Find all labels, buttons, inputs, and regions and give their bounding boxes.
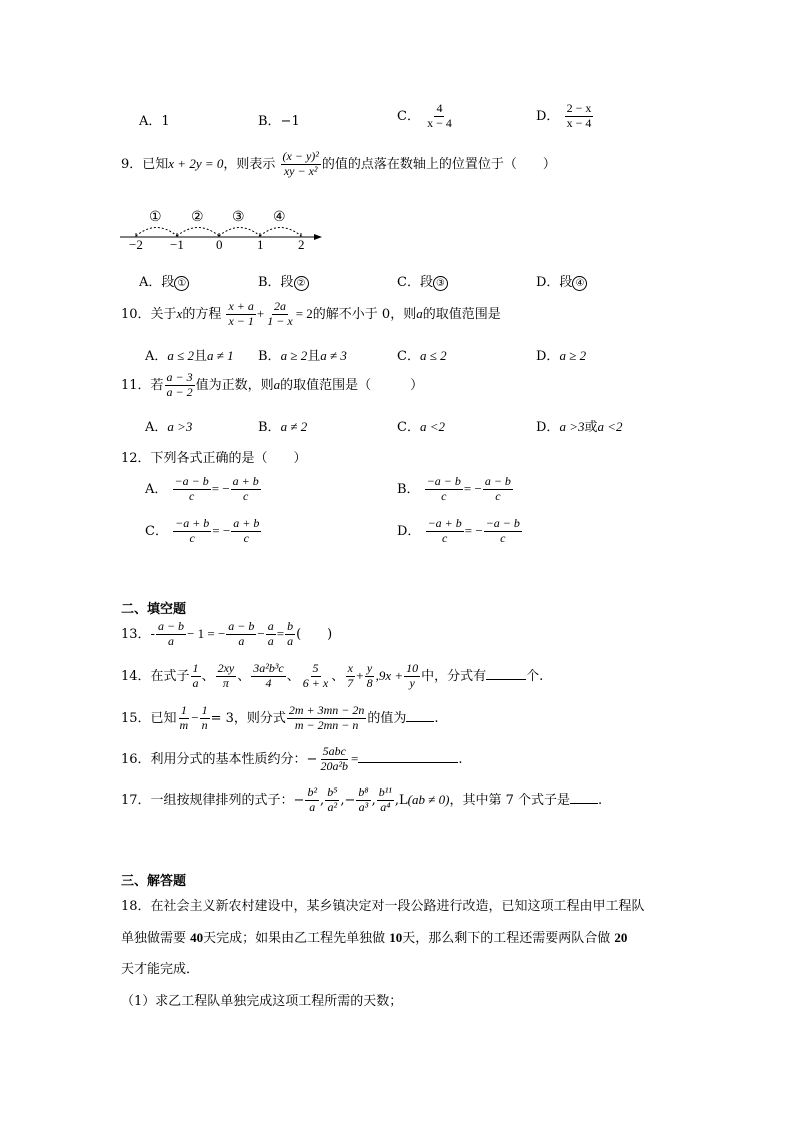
q8-option-d: D． $\frac{2 - x}{x - 4}$ xyxy=(536,101,592,130)
q18-sub-question-1: （1）求乙工程队单独完成这项工程所需的天数； xyxy=(121,994,403,1009)
fraction: $\frac{\text{b⁸}}{\text{a³}}$ xyxy=(358,785,369,814)
fraction: $\frac{2xy}{\pi}$ xyxy=(217,661,235,690)
segment-arc xyxy=(260,228,301,237)
q11-option-b: B．a ≠ 2 xyxy=(258,419,308,435)
segment-arc xyxy=(136,228,177,237)
q10-option-d: D．a ≥ 2 xyxy=(536,348,587,364)
q12-stem: 12．下列各式正确的是（ ） xyxy=(121,451,307,466)
q11-stem: 11．若 $\frac{a - 3}{a - 2}$ 值为正数，则a的取值范围是（ ） xyxy=(121,370,424,399)
fraction: $\frac{b}{a}$ xyxy=(287,619,294,648)
q10-stem: 10．关于x的方程 $\frac{x + a}{x - 1}$ + $\frac{2a}{1 - x}$ = 2的解不小于 0，则a的取值范围是 xyxy=(121,299,501,328)
q14-stem: 14．在式子 $\frac{1}{a}$ 、 $\frac{2xy}{\pi}$ 、 $\frac{\text{3a²b³c}}{4}$ 、 $\frac{5}{6 + x}$ 、 $\frac{x}{7}$ + $\frac{y}{8}$ ,9x + $\frac{10}{y}$ 中，分式有 个. xyxy=(121,661,544,690)
q9-option-c: C．段 ③ xyxy=(397,271,448,291)
fraction: $\frac{-a - b}{c}$ xyxy=(174,474,209,503)
fraction: $\frac{2a}{1 - x}$ xyxy=(267,299,293,328)
answer-blank[interactable] xyxy=(358,762,458,763)
section-heading-fill-in: 二、填空题 xyxy=(121,602,187,617)
tick-label: −1 xyxy=(170,237,184,252)
segment-label: ② xyxy=(191,209,204,225)
q8-option-a: A．1 xyxy=(139,114,170,129)
q9-stem: 9．已知x + 2y = 0，则表示 $\frac{\text{(x − y)²}}{\text{xy − x²}}$ 的值的点落在数轴上的位置位于（ ） xyxy=(121,149,556,178)
fraction: $\frac{10}{y}$ xyxy=(406,661,419,690)
fraction: $\frac{1}{m}$ xyxy=(179,703,189,732)
segment-arc xyxy=(219,228,260,237)
fraction: $\frac{a}{a}$ xyxy=(267,619,274,648)
q16-stem: 16．利用分式的基本性质约分：− $\frac{\text{5abc}}{\text{20a²b}}$ = . xyxy=(121,744,463,773)
fraction: $\frac{2 - x}{x - 4}$ xyxy=(566,101,592,130)
fraction: $\frac{\text{b²}}{a}$ xyxy=(307,785,318,814)
q13-stem: 13．- $\frac{a - b}{a}$ − 1 = − $\frac{a - b}{a}$ − $\frac{a}{a}$ = $\frac{b}{a}$ ( ) xyxy=(121,619,333,648)
segment-label: ④ xyxy=(273,209,286,225)
fraction: $\frac{-a + b}{c}$ xyxy=(427,516,462,545)
fraction: $\frac{a - b}{a}$ xyxy=(157,619,185,648)
q11-option-d: D．a >3或a <2 xyxy=(536,419,623,435)
number-line-labels xyxy=(118,237,328,253)
tick-label: −2 xyxy=(129,237,143,252)
fraction: $\frac{-a - b}{c}$ xyxy=(485,516,520,545)
q9-option-d: D．段 ④ xyxy=(536,271,587,291)
segment-label: ③ xyxy=(232,209,245,225)
q12-option-a: A． $\frac{-a - b}{c}$ = − $\frac{a + b}{c}$ xyxy=(145,474,259,503)
fraction: $\frac{-a + b}{c}$ xyxy=(175,516,210,545)
q10-option-c: C．a ≤ 2 xyxy=(397,348,447,364)
q8-option-b: B．−1 xyxy=(258,114,300,129)
segment-labels xyxy=(118,209,328,225)
q11-option-a: A．a >3 xyxy=(145,419,193,435)
fraction: $\frac{\text{b⁵}}{\text{a²}}$ xyxy=(327,785,338,814)
q18-line-3: 天才能完成． xyxy=(121,962,200,977)
tick-label: 0 xyxy=(216,237,223,252)
fraction: $\frac{1}{a}$ xyxy=(192,661,199,690)
answer-blank[interactable] xyxy=(570,803,598,804)
q9-option-b: B．段 ② xyxy=(258,271,309,291)
segment-label: ① xyxy=(149,209,162,225)
q18-line-1: 18．在社会主义新农村建设中，某乡镇决定对一段公路进行改造，已知这项工程由甲工程队 xyxy=(121,899,645,914)
fraction: $\frac{2m + 3mn - 2n}{m - 2mn - n}$ xyxy=(288,703,365,732)
fraction: $\frac{a - b}{a}$ xyxy=(228,619,255,648)
fraction: $\frac{y}{8}$ xyxy=(366,661,373,690)
answer-blank[interactable] xyxy=(486,679,526,680)
fraction: $\frac{-a - b}{c}$ xyxy=(426,474,461,503)
fraction: $\frac{a - 3}{a - 2}$ xyxy=(166,370,193,399)
q10-option-b: B．a ≥ 2且a ≠ 3 xyxy=(258,348,347,364)
fraction: $\frac{\text{3a²b³c}}{4}$ xyxy=(253,661,284,690)
q12-option-b: B． $\frac{-a - b}{c}$ = − $\frac{a - b}{c}$ xyxy=(397,474,511,503)
fraction: $\frac{1}{n}$ xyxy=(201,703,208,732)
tick-label: 2 xyxy=(298,237,305,252)
q12-option-d: D． $\frac{-a + b}{c}$ = − $\frac{-a - b}{c}$ xyxy=(397,516,520,545)
q11-option-c: C．a <2 xyxy=(397,419,445,435)
q9-option-a: A．段 ① xyxy=(139,271,189,291)
fraction: $\frac{x + a}{x - 1}$ xyxy=(228,299,254,328)
q17-stem: 17．一组按规律排列的式子：− $\frac{\text{b²}}{a}$ , $\frac{\text{b⁵}}{\text{a²}}$ ,− $\frac{\text{b⁸}}{\text{a³}}$ , $\frac{\text{b¹¹}}{\text{a⁴}}$ ,L(ab ≠ 0)，其中第 7 个式子是 . xyxy=(121,785,603,814)
q10-option-a: A．a ≤ 2且a ≠ 1 xyxy=(145,348,234,364)
q12-option-c: C． $\frac{-a + b}{c}$ = − $\frac{a + b}{c}$ xyxy=(145,516,260,545)
q15-stem: 15．已知 $\frac{1}{m}$ − $\frac{1}{n}$ = 3，则分式 $\frac{2m + 3mn - 2n}{m - 2mn - n}$ 的值为 . xyxy=(121,703,439,732)
fraction: $\frac{\text{b¹¹}}{\text{a⁴}}$ xyxy=(378,785,392,814)
section-heading-solutions: 三、解答题 xyxy=(121,874,187,889)
q8-option-c: C． $\frac{4}{x - 4}$ xyxy=(397,101,452,130)
answer-blank[interactable] xyxy=(406,721,434,722)
fraction: $\frac{4}{x - 4}$ xyxy=(427,101,452,130)
tick-label: 1 xyxy=(257,237,264,252)
fraction: $\frac{a + b}{c}$ xyxy=(232,474,259,503)
q18-line-2: 单独做需要 40天完成；如果由乙工程先单独做 10天，那么剩下的工程还需要两队合做 20 xyxy=(121,930,628,946)
fraction: $\frac{a + b}{c}$ xyxy=(233,516,260,545)
fraction: $\frac{5}{6 + x}$ xyxy=(302,661,329,690)
segment-arc xyxy=(177,228,219,237)
fraction: $\frac{\text{5abc}}{\text{20a²b}}$ xyxy=(320,744,349,773)
fraction: $\frac{x}{7}$ xyxy=(347,661,354,690)
fraction: $\frac{a - b}{c}$ xyxy=(484,474,511,503)
fraction: $\frac{\text{(x − y)²}}{\text{xy − x²}}$ xyxy=(282,149,319,178)
